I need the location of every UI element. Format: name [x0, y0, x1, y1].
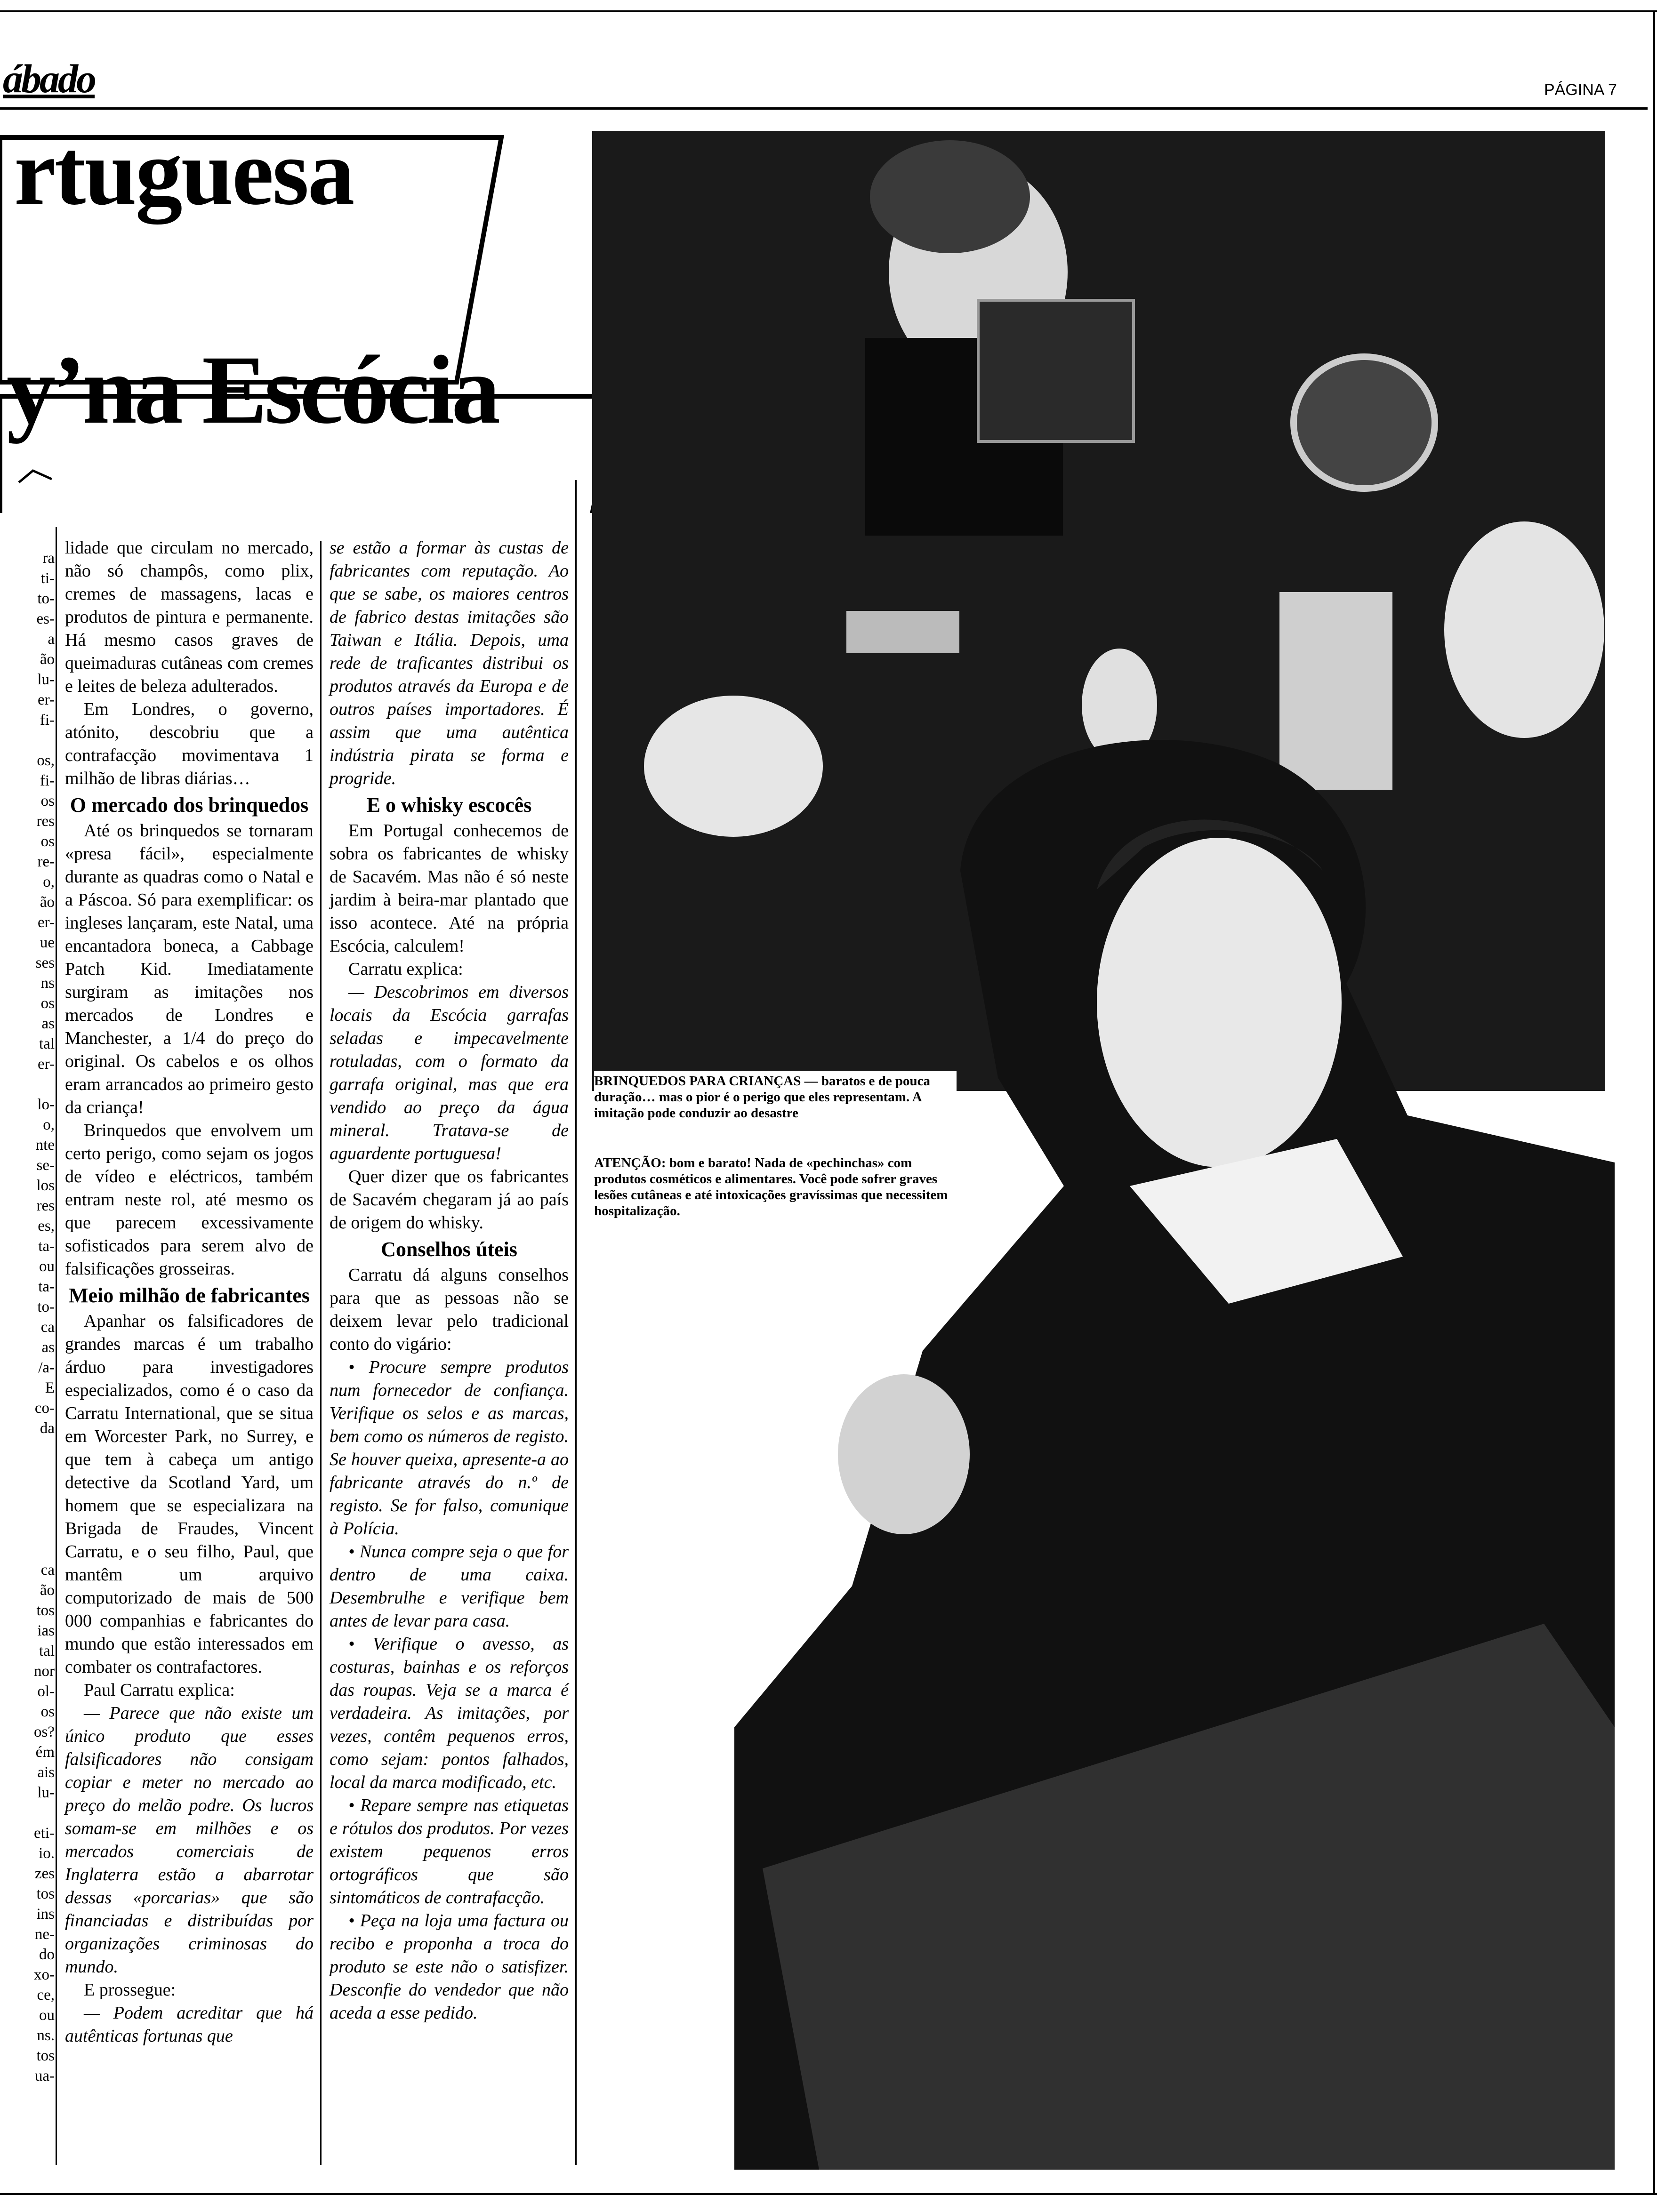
advice-item: • Peça na loja uma factura ou recibo e proponha a troca do produto se este não o satisfizer. Desconfie do vendedor que não aceda a esse pedido. [330, 1911, 569, 2023]
paragraph: Carratu dá alguns conselhos para que as pessoas não se deixem levar pelo tradicional conto do vigário: [330, 1265, 569, 1354]
fragment-line: ão [40, 1582, 55, 1599]
header-rule [0, 107, 1648, 110]
paragraph: Quer dizer que os fabricantes de Sacavém chegaram já ao país de origem do whisky. [330, 1167, 569, 1233]
fragment-line: tos [36, 1602, 55, 1619]
paragraph: Carratu explica: [348, 959, 463, 979]
fragment-line: se- [36, 1157, 55, 1174]
fragment-line: to- [37, 1298, 55, 1315]
top-border [0, 10, 1657, 12]
fragment-line: do [39, 1946, 55, 1963]
fragment-line: ne- [34, 1926, 55, 1943]
fragment-line: ta- [38, 1278, 55, 1295]
fragment-line: os [40, 833, 55, 850]
fragment-line: ais [37, 1764, 55, 1781]
fragment-line [8, 1803, 55, 1823]
column-rule-3 [575, 480, 577, 2165]
fragment-line: co- [34, 1400, 55, 1417]
fragment-line [8, 1479, 55, 1499]
advice-item: • Repare sempre nas etiquetas e rótulos dos produtos. Por vezes existem pequenos erros ortográficos que são sintomáticos de contrafacção. [330, 1795, 569, 1907]
subheading: O mercado dos brinquedos [70, 793, 309, 817]
column-rule-2 [320, 541, 322, 2165]
subheading: Conselhos úteis [381, 1238, 517, 1261]
fragment-line: ém [35, 1744, 55, 1761]
fragment-line: los [36, 1177, 55, 1194]
fragment-line: os [40, 793, 55, 809]
fragment-line: ou [39, 1258, 55, 1275]
fragment-line: os [40, 995, 55, 1012]
fragment-line: io. [39, 1845, 55, 1862]
article-column-2 [330, 537, 569, 2025]
fragment-line [8, 1520, 55, 1540]
headline-line2: y’na Escócia [7, 336, 498, 444]
fragment-line: er- [38, 691, 55, 708]
paragraph: Paul Carratu explica: [84, 1680, 235, 1700]
fragment-line [8, 1439, 55, 1459]
advice-item: • Verifique o avesso, as costuras, bainhas e os reforços das roupas. Veja se a marca é verdadeira. As imitações, por vezes, contêm pequenos erros, como sejam: pontos falhados, local da marca modificado, etc. [330, 1634, 569, 1792]
fragment-line: os, [37, 752, 55, 769]
fragment-line: ns. [37, 2027, 55, 2044]
subheading: E o whisky escocês [366, 793, 532, 817]
fragment-line: tal [39, 1643, 55, 1659]
fragment-line: xo- [34, 1966, 55, 1983]
fragment-line: eti- [34, 1825, 55, 1842]
warning-caption: ATENÇÃO: bom e barato! Nada de «pechinchas» com produtos cosméticos e alimentares. Você pode sofrer graves lesões cutâneas e até intoxicações gravíssimas que necessitem hospitalização. [594, 1153, 957, 1221]
fragment-line: er- [38, 1056, 55, 1073]
fragment-line: ce, [37, 1987, 55, 2004]
fragment-line: es, [38, 1218, 55, 1234]
fragment-line: ins [36, 1906, 55, 1923]
fragment-line: as [41, 1015, 55, 1032]
fragment-line: a [48, 631, 55, 648]
paragraph: E prossegue: [84, 1980, 176, 2000]
fragment-line: fi- [40, 772, 55, 789]
fragment-line: lu- [37, 671, 55, 688]
quote: — Descobrimos em diversos locais da Escócia garrafas seladas e impecavelmente rotuladas, com o formato da garrafa original, mas que era vendido ao preço da água mineral. Tratava-se de aguardente portuguesa! [330, 982, 569, 1163]
fragment-line: o, [43, 874, 55, 890]
column-rule-1 [56, 527, 57, 2165]
fragment-line [8, 1499, 55, 1520]
fragment-line: fi- [40, 712, 55, 729]
fragment-line: ou [39, 2007, 55, 2024]
fragment-line: ta- [38, 1238, 55, 1255]
fragment-line: ses [35, 954, 55, 971]
fragment-line: os [40, 1703, 55, 1720]
advice-item: • Procure sempre produtos num fornecedor de confiança. Verifique os selos e as marcas, bem como os números de registo. Se houver queixa, apresente-a ao fabricante através do n.º de registo. Se for falso, comunique à Polícia. [330, 1357, 569, 1539]
fragment-line: ti- [40, 570, 55, 587]
fragment-line: nor [34, 1663, 55, 1680]
fragment-line: nte [35, 1137, 55, 1154]
fragment-line: ua- [34, 2068, 55, 2084]
fragment-line: es- [36, 610, 55, 627]
quote: — Podem acreditar que há autênticas fortunas que [65, 2003, 314, 2046]
cosmetics-photo [734, 692, 1615, 2170]
fragment-line: da [40, 1420, 55, 1437]
fragment-line: os? [34, 1723, 55, 1740]
fragment-line: as [41, 1339, 55, 1356]
page-number: PÁGINA 7 [1544, 81, 1617, 99]
advice-item: • Nunca compre seja o que for dentro de uma caixa. Desembrulhe e verifique bem antes de levar para casa. [330, 1542, 569, 1631]
fragment-line: zes [34, 1865, 55, 1882]
fragment-line [8, 1540, 55, 1560]
paragraph: lidade que circulam no mercado, não só champôs, como plix, cremes de massagens, lacas e produtos de pintura e permanente. Há mesmo casos graves de queimaduras cutâneas com cremes e leites de beleza adulterados. [65, 538, 314, 696]
fragment-line: ias [37, 1622, 55, 1639]
left-column-fragments [8, 548, 55, 2158]
fragment-line: ca [40, 1319, 55, 1336]
paragraph: Em Portugal conhecemos de sobra os fabricantes de whisky de Sacavém. Mas não é só neste jardim à beira-mar plantado que isso acontece. Até na própria Escócia, calculem! [330, 821, 569, 956]
fragment-line: res [36, 1197, 55, 1214]
article-column-1 [65, 537, 314, 2048]
subheading: Meio milhão de fabricantes [68, 1284, 310, 1307]
fragment-line: lu- [37, 1784, 55, 1801]
fragment-line [8, 730, 55, 751]
fragment-line: tos [36, 1885, 55, 1902]
fragment-line: res [36, 813, 55, 830]
fragment-line: o, [43, 1116, 55, 1133]
paragraph: Até os brinquedos se tornaram «presa fácil», especialmente durante as quadras como o Natal e a Páscoa. Só para exemplificar: os ingleses lançaram, este Natal, uma encantadora boneca, a Cabbage Patch Kid. Imediatamente surgiram as imitações nos mercados de Londres e Manchester, a 1/4 do preço do original. Os cabelos e os olhos eram arrancados ao primeiro gesto da criança! [65, 821, 314, 1117]
fragment-line: ue [40, 934, 55, 951]
fragment-list [8, 548, 55, 2086]
paragraph: Brinquedos que envolvem um certo perigo, como sejam os jogos de vídeo e eléctricos, também entram neste rol, até mesmo os que parecem excessivamente sofisticados para serem alvo de falsificações grosseiras. [65, 1121, 314, 1279]
fragment-line: tos [36, 2047, 55, 2064]
fragment-line: ns [40, 975, 55, 992]
fragment-line [8, 1074, 55, 1095]
bottom-border [0, 2193, 1657, 2195]
right-border [1653, 10, 1655, 2194]
fragment-line: ão [40, 894, 55, 911]
toys-caption: BRINQUEDOS PARA CRIANÇAS — baratos e de pouca duração… mas o pior é o perigo que eles representam. A imitação pode conduzir ao desastre [594, 1071, 957, 1123]
masthead: ábado [3, 56, 95, 101]
fragment-line: to- [37, 590, 55, 607]
quote: — Parece que não existe um único produto que esses falsificadores não consigam copiar e meter no mercado ao preço do melão podre. Os lucros somam-se em milhões e os mercados comerciais de Inglaterra estão a abarrotar dessas «porcarias» que são financiadas e distribuídas por organizações criminosas do mundo. [65, 1703, 314, 1977]
fragment-line: tal [39, 1035, 55, 1052]
quote: se estão a formar às custas de fabricantes com reputação. Ao que se sabe, os maiores centros de fabrico destas imitações são Taiwan e Itália. Depois, uma rede de traficantes distribui os produtos através da Europa e de outros países importadores. É assim que uma autêntica indústria pirata se forma e progride. [330, 538, 569, 788]
fragment-line [8, 1459, 55, 1479]
fragment-line: re- [37, 853, 55, 870]
fragment-line: E [45, 1379, 55, 1396]
fragment-line: ão [40, 651, 55, 668]
fragment-line: ol- [37, 1683, 55, 1700]
fragment-line: er- [38, 914, 55, 931]
fragment-line: /a- [38, 1359, 55, 1376]
headline-line1: rtuguesa [14, 120, 354, 224]
paragraph: Em Londres, o governo, atónito, descobriu que a contrafacção movimentava 1 milhão de libras diárias… [65, 699, 314, 788]
paragraph: Apanhar os falsificadores de grandes marcas é um trabalho árduo para investigadores especializados, como é o caso da Carratu International, que se situa em Worcester Park, no Surrey, e que tem à cabeça um antigo detective da Scotland Yard, um homem que se especializara na Brigada de Fraudes, Vincent Carratu, e o seu filho, Paul, que mantêm um arquivo computorizado de mais de 500 000 companhias e fabricantes do mundo que estão interessados em combater os contrafactores. [65, 1311, 314, 1677]
fragment-line: ca [40, 1562, 55, 1579]
fragment-line: ra [42, 550, 55, 567]
fragment-line: lo- [37, 1096, 55, 1113]
